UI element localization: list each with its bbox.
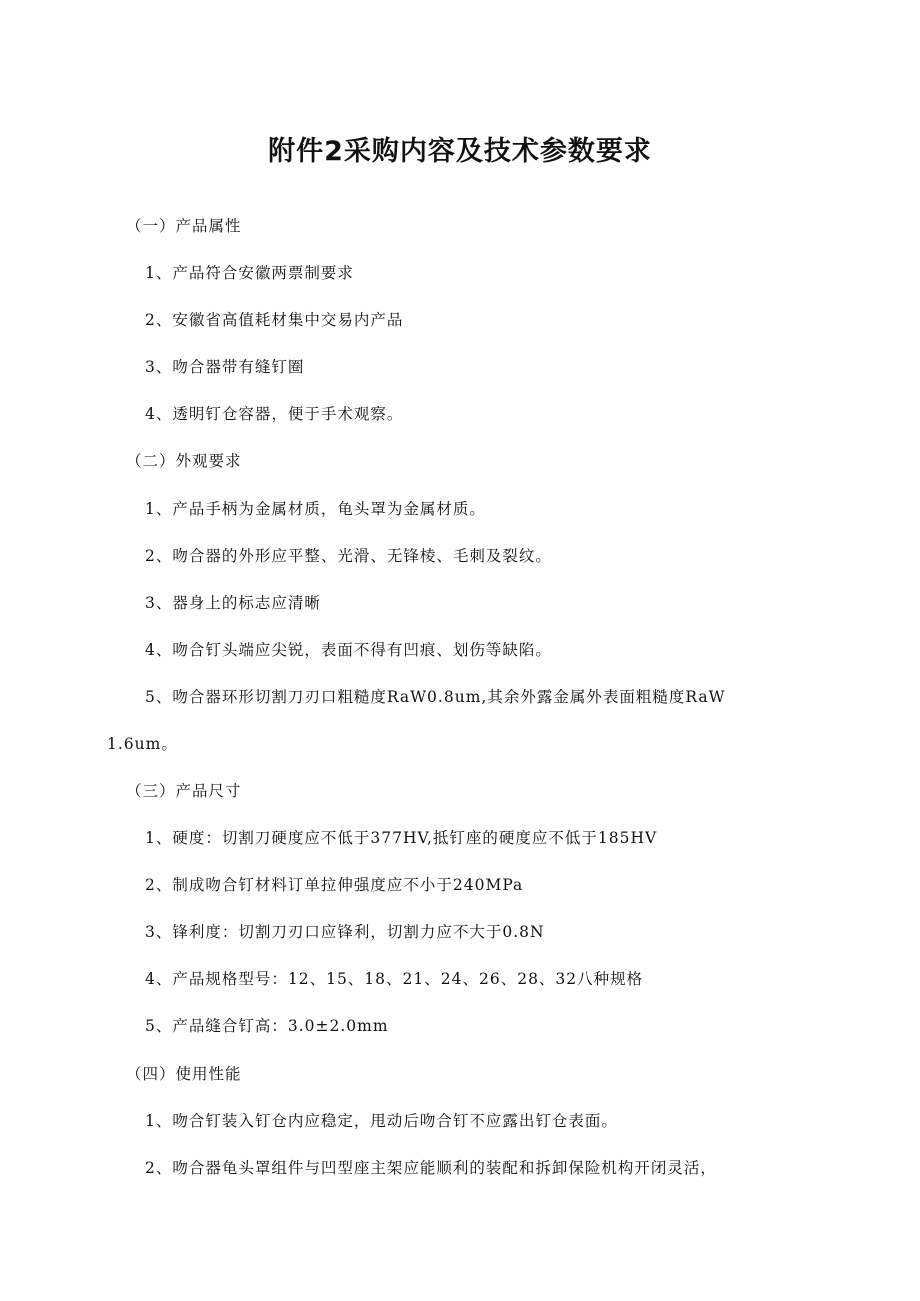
section-heading-3: （三）产品尺寸 (126, 782, 242, 800)
section-heading-2: （二）外观要求 (126, 452, 242, 470)
section-2-item-2: 2、吻合器的外形应平整、光滑、无锋棱、毛刺及裂纹。 (145, 547, 552, 565)
section-3-item-5: 5、产品缝合钉高：3.0±2.0mm (145, 1017, 389, 1035)
section-2-item-4: 4、吻合钉头端应尖锐，表面不得有凹痕、划伤等缺陷。 (145, 641, 552, 659)
section-heading-4: （四）使用性能 (126, 1065, 242, 1083)
section-3-item-3: 3、锋利度：切割刀刃口应锋利，切割力应不大于0.8N (145, 923, 545, 941)
section-4-item-1: 1、吻合钉装入钉仓内应稳定，甩动后吻合钉不应露出钉仓表面。 (145, 1112, 618, 1130)
section-2-item-5-continuation: 1.6um。 (107, 735, 178, 753)
section-3-item-2: 2、制成吻合钉材料订单拉伸强度应不小于240MPa (145, 876, 524, 894)
section-4-item-2: 2、吻合器龟头罩组件与凹型座主架应能顺利的装配和拆卸保险机构开闭灵活， (145, 1159, 717, 1177)
section-2-item-3: 3、器身上的标志应清晰 (145, 594, 321, 612)
section-3-item-1: 1、硬度：切割刀硬度应不低于377HV,抵钉座的硬度应不低于185HV (145, 829, 658, 847)
section-1-item-4: 4、透明钉仓容器，便于手术观察。 (145, 405, 404, 423)
section-2-item-1: 1、产品手柄为金属材质，龟头罩为金属材质。 (145, 500, 486, 518)
section-heading-1: （一）产品属性 (126, 217, 242, 235)
section-3-item-4: 4、产品规格型号：12、15、18、21、24、26、28、32八种规格 (145, 970, 644, 988)
section-1-item-1: 1、产品符合安徽两票制要求 (145, 264, 354, 282)
document-title: 附件2采购内容及技术参数要求 (268, 136, 652, 167)
section-1-item-2: 2、安徽省高值耗材集中交易内产品 (145, 311, 404, 329)
section-2-item-5: 5、吻合器环形切割刀刃口粗糙度RaW0.8um,其余外露金属外表面粗糙度RaW (145, 688, 726, 706)
section-1-item-3: 3、吻合器带有缝钉圈 (145, 358, 305, 376)
